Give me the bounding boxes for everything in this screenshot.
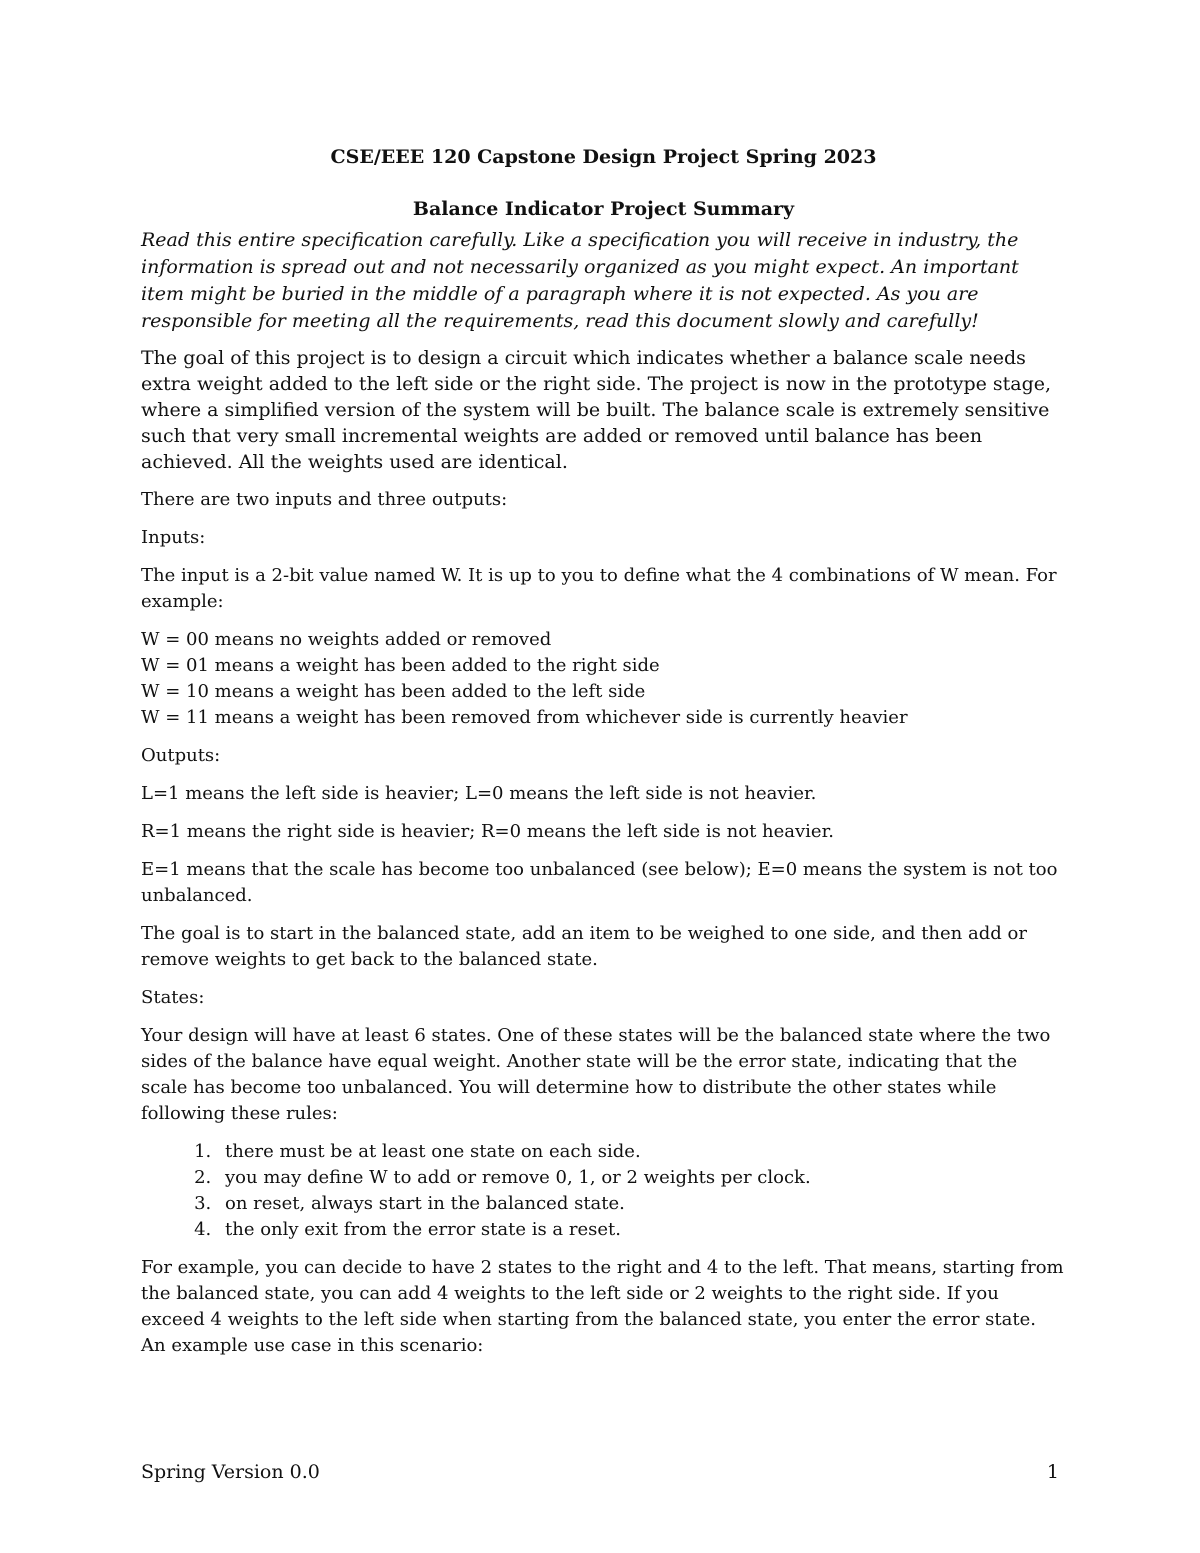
states-heading: States: (141, 987, 205, 1008)
footer-version: Spring Version 0.0 (141, 1461, 320, 1483)
input-description: The input is a 2-bit value named W. It is up to you to define what the 4 combinations of W mean. For example: (141, 565, 1057, 612)
states-paragraph: Your design will have at least 6 states. One of these states will be the balanced state where the two sides of the balance have equal weight. Another state will be the error state, indicating that the scale has become too unbalanced. You will determine how to distribute the other states while following these rules: (141, 1025, 1051, 1124)
document-body (141, 143, 1066, 1371)
footer-page-number: 1 (1046, 1461, 1059, 1483)
output-l-description: L=1 means the left side is heavier; L=0 means the left side is not heavier. (141, 783, 817, 804)
w-definition: W = 00 means no weights added or removed (141, 629, 552, 650)
rules-list (141, 1139, 1066, 1243)
io-summary: There are two inputs and three outputs: (141, 489, 508, 510)
rule-item: 3. on reset, always start in the balanced state. (217, 1191, 1066, 1217)
document-subtitle: Balance Indicator Project Summary (412, 198, 795, 220)
w-definition: W = 11 means a weight has been removed from whichever side is currently heavier (141, 707, 908, 728)
output-e-description: E=1 means that the scale has become too unbalanced (see below); E=0 means the system is not too unbalanced. (141, 859, 1058, 906)
goal-paragraph: The goal of this project is to design a circuit which indicates whether a balance scale needs extra weight added to the left side or the right side. The project is now in the prototype stage, where a simplified version of the system will be built. The balance scale is extremely sensitive such that very small incremental weights are added or removed until balance has been achieved. All the weights used are identical. (141, 347, 1052, 473)
goal-states-paragraph: The goal is to start in the balanced state, add an item to be weighed to one side, and then add or remove weights to get back to the balanced state. (141, 923, 1027, 970)
document-title: CSE/EEE 120 Capstone Design Project Spring 2023 (330, 146, 877, 168)
page-footer (141, 1459, 1059, 1485)
w-definition-list (141, 627, 1066, 731)
outputs-heading: Outputs: (141, 745, 221, 766)
rule-item: 2. you may define W to add or remove 0, 1, or 2 weights per clock. (217, 1165, 1066, 1191)
rule-item: 4. the only exit from the error state is a reset. (217, 1217, 1066, 1243)
output-r-description: R=1 means the right side is heavier; R=0 means the left side is not heavier. (141, 821, 834, 842)
w-definition: W = 01 means a weight has been added to the right side (141, 655, 660, 676)
w-definition: W = 10 means a weight has been added to the left side (141, 681, 646, 702)
inputs-heading: Inputs: (141, 527, 206, 548)
intro-warning: Read this entire specification carefully. Like a specification you will receive in industry, the information is spread out and not necessarily organized as you might expect. An important item might be buried in the middle of a paragraph where it is not expected. As you are responsible for meeting all the requirements, read this document slowly and carefully! (141, 229, 1019, 332)
rule-item: 1. there must be at least one state on each side. (217, 1139, 1066, 1165)
example-paragraph: For example, you can decide to have 2 states to the right and 4 to the left. That means, starting from the balanced state, you can add 4 weights to the left side or 2 weights to the right side. If you exceed 4 weights to the left side when starting from the balanced state, you enter the error state. An example use case in this scenario: (141, 1257, 1064, 1356)
